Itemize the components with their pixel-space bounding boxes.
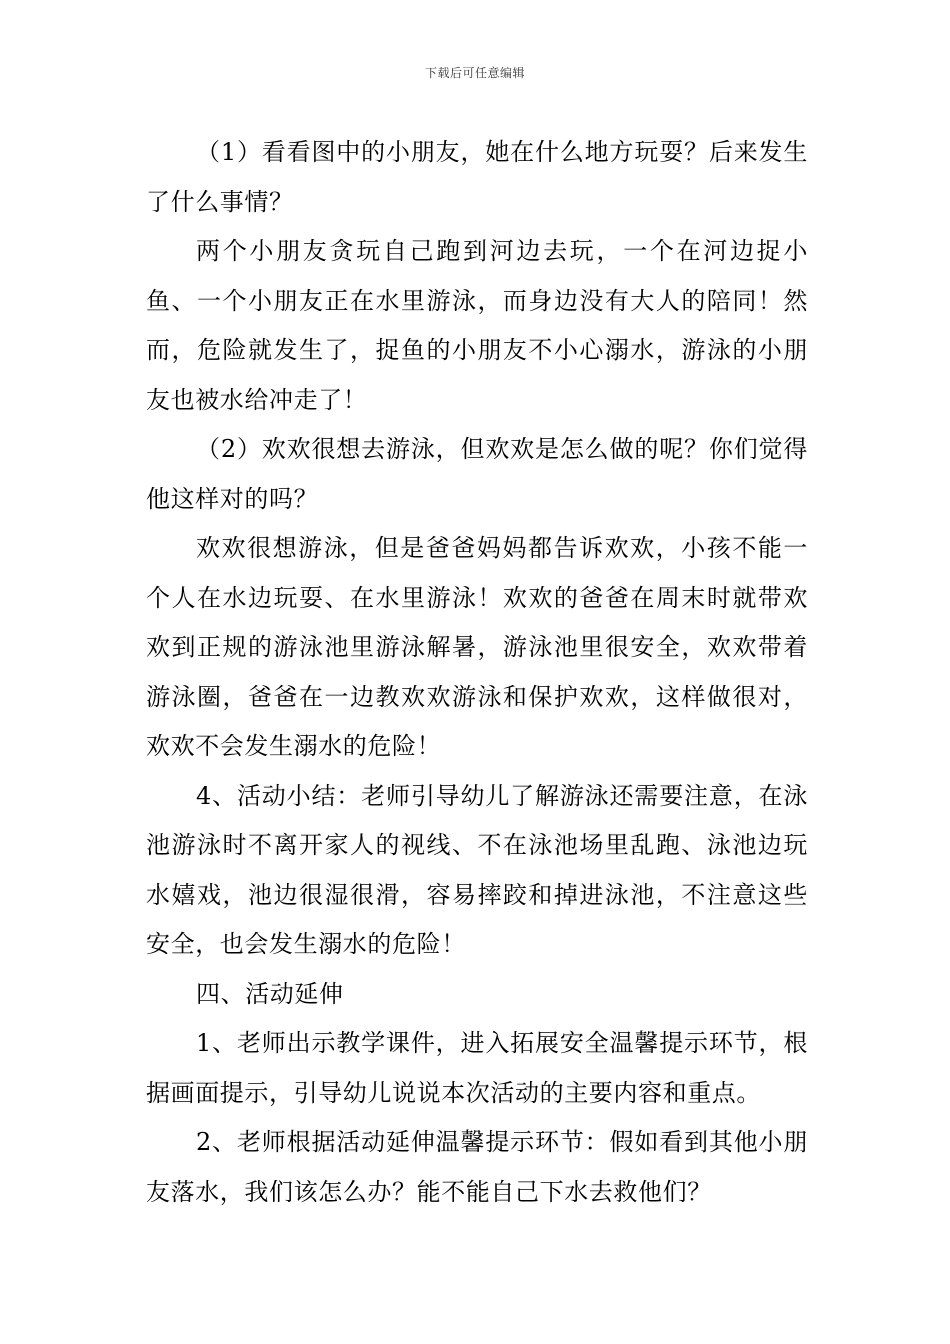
paragraph-answer-1: 两个小朋友贪玩自己跑到河边去玩，一个在河边捉小鱼、一个小朋友正在水里游泳，而身边没有大人的陪同！然而，危险就发生了，捉鱼的小朋友不小心溺水，游泳的小朋友也被水给冲走了！ — [146, 237, 808, 414]
paragraph-answer-2: 欢欢很想游泳，但是爸爸妈妈都告诉欢欢，小孩不能一个人在水边玩耍、在水里游泳！欢欢的爸爸在周末时就带欢欢到正规的游泳池里游泳解暑，游泳池里很安全，欢欢带着游泳圈，爸爸在一边教欢欢游泳和保护欢欢，这样做很对，欢欢不会发生溺水的危险！ — [146, 534, 808, 760]
document-body — [146, 128, 808, 1217]
paragraph-extension-2: 2、老师根据活动延伸温馨提示环节：假如看到其他小朋友落水，我们该怎么办？能不能自己下水去救他们？ — [146, 1128, 808, 1206]
paragraph-question-1: （1）看看图中的小朋友，她在什么地方玩耍？后来发生了什么事情？ — [146, 138, 808, 216]
page-header: 下载后可任意编辑 — [424, 66, 525, 80]
section-heading-extension: 四、活动延伸 — [196, 979, 344, 1008]
paragraph-activity-summary: 4、活动小结：老师引导幼儿了解游泳还需要注意，在泳池游泳时不离开家人的视线、不在泳池场里乱跑、泳池边玩水嬉戏，池边很湿很滑，容易摔跤和掉进泳池，不注意这些安全，也会发生溺水的危险！ — [146, 781, 808, 958]
paragraph-question-2: （2）欢欢很想去游泳，但欢欢是怎么做的呢？你们觉得他这样对的吗？ — [146, 435, 808, 513]
paragraph-extension-1: 1、老师出示教学课件，进入拓展安全温馨提示环节，根据画面提示，引导幼儿说说本次活动的主要内容和重点。 — [146, 1029, 808, 1107]
